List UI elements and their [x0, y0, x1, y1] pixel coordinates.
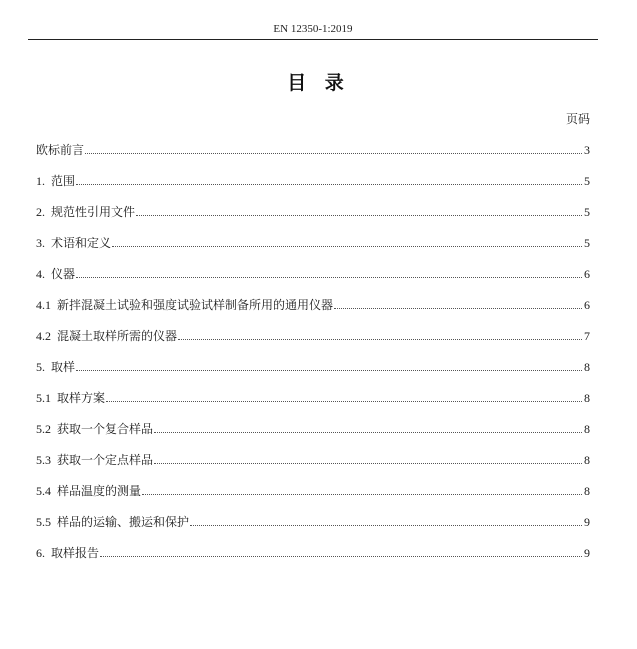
- toc-entry-title: 混凝土取样所需的仪器: [57, 329, 178, 343]
- table-of-contents: [36, 140, 590, 574]
- toc-entry-title: 范围: [51, 174, 76, 188]
- toc-entry[interactable]: [36, 450, 590, 481]
- toc-entry[interactable]: [36, 233, 590, 264]
- toc-entry-title: 欧标前言: [36, 143, 85, 157]
- toc-entry-title: 样品的运输、搬运和保护: [57, 515, 190, 529]
- toc-entry[interactable]: [36, 357, 590, 388]
- toc-dot-leader: [136, 214, 582, 216]
- toc-entry[interactable]: [36, 512, 590, 543]
- toc-entry-number: 5.1: [36, 391, 57, 405]
- toc-entry-number: 5.5: [36, 515, 57, 529]
- toc-title: 目 录: [287, 72, 350, 94]
- page-header-standard: EN 12350-1:2019: [273, 23, 353, 35]
- toc-entry-number: 1.: [36, 174, 51, 188]
- toc-dot-leader: [106, 400, 582, 402]
- toc-entry-page: 8: [584, 484, 590, 498]
- toc-entry-number: 5.: [36, 360, 51, 374]
- toc-entry-title: 获取一个复合样品: [57, 422, 154, 436]
- toc-entry[interactable]: [36, 419, 590, 450]
- toc-entry-title: 获取一个定点样品: [57, 453, 154, 467]
- toc-entry-title: 取样: [51, 360, 76, 374]
- toc-dot-leader: [178, 338, 582, 340]
- toc-entry-number: 3.: [36, 236, 51, 250]
- toc-entry-number: 5.4: [36, 484, 57, 498]
- toc-entry-page: 6: [584, 267, 590, 281]
- toc-entry[interactable]: [36, 543, 590, 574]
- page-column-label: 页码: [565, 112, 590, 126]
- toc-entry-number: 4.: [36, 267, 51, 281]
- toc-entry-page: 8: [584, 453, 590, 467]
- toc-entry[interactable]: [36, 171, 590, 202]
- toc-entry-page: 9: [584, 546, 590, 560]
- toc-entry-page: 8: [584, 391, 590, 405]
- toc-entry[interactable]: [36, 481, 590, 512]
- toc-entry[interactable]: [36, 295, 590, 326]
- toc-entry-number: 5.3: [36, 453, 57, 467]
- toc-entry-title: 取样报告: [51, 546, 100, 560]
- toc-entry-page: 9: [584, 515, 590, 529]
- header-rule: [28, 39, 598, 40]
- toc-entry-title: 仪器: [51, 267, 76, 281]
- toc-entry-title: 取样方案: [57, 391, 106, 405]
- toc-dot-leader: [85, 152, 582, 154]
- toc-entry[interactable]: [36, 326, 590, 357]
- toc-entry-page: 6: [584, 298, 590, 312]
- toc-dot-leader: [76, 183, 582, 185]
- toc-entry-page: 8: [584, 360, 590, 374]
- toc-dot-leader: [154, 462, 582, 464]
- toc-entry-page: 5: [584, 236, 590, 250]
- toc-entry[interactable]: [36, 140, 590, 171]
- toc-dot-leader: [76, 276, 582, 278]
- toc-dot-leader: [190, 524, 582, 526]
- toc-entry-title: 术语和定义: [51, 236, 112, 250]
- toc-entry-number: 4.2: [36, 329, 57, 343]
- toc-entry-number: 5.2: [36, 422, 57, 436]
- toc-dot-leader: [112, 245, 582, 247]
- toc-dot-leader: [154, 431, 582, 433]
- toc-dot-leader: [100, 555, 582, 557]
- toc-entry-page: 5: [584, 174, 590, 188]
- toc-entry[interactable]: [36, 264, 590, 295]
- toc-entry[interactable]: [36, 202, 590, 233]
- toc-entry-page: 3: [584, 143, 590, 157]
- toc-entry-page: 5: [584, 205, 590, 219]
- toc-entry-number: 2.: [36, 205, 51, 219]
- toc-dot-leader: [142, 493, 582, 495]
- toc-dot-leader: [76, 369, 582, 371]
- toc-entry[interactable]: [36, 388, 590, 419]
- toc-entry-number: 4.1: [36, 298, 57, 312]
- toc-entry-title: 样品温度的测量: [57, 484, 142, 498]
- toc-dot-leader: [334, 307, 582, 309]
- toc-entry-page: 7: [584, 329, 590, 343]
- toc-entry-number: 6.: [36, 546, 51, 560]
- toc-entry-title: 规范性引用文件: [51, 205, 136, 219]
- toc-entry-title: 新拌混凝土试验和强度试验试样制备所用的通用仪器: [57, 298, 334, 312]
- toc-entry-page: 8: [584, 422, 590, 436]
